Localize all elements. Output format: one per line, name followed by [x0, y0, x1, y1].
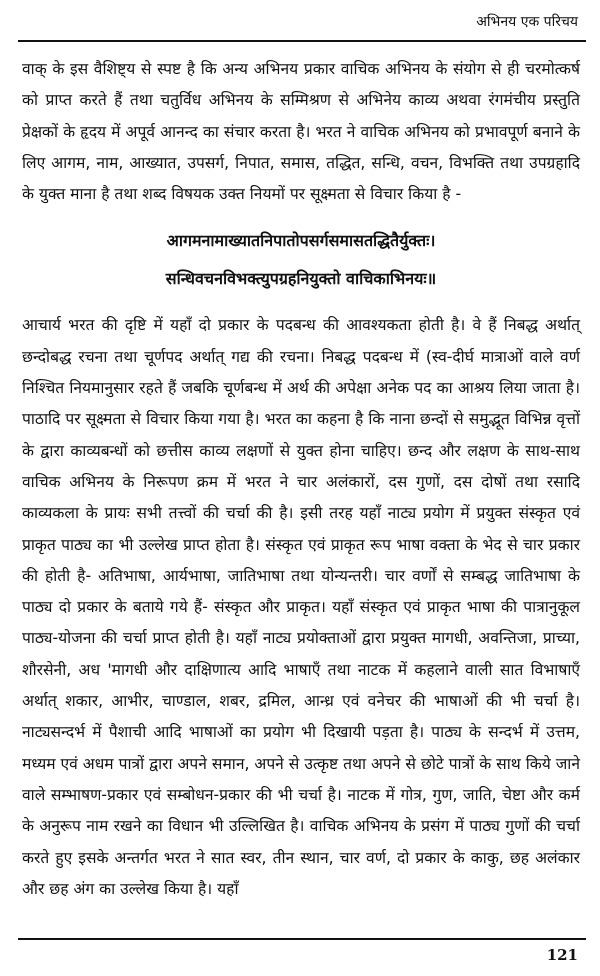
verse-line-1: आगमनामाख्यातनिपातोपसर्गसमासतद्धितैर्युक्तः।	[166, 231, 436, 251]
paragraph-main: आचार्य भरत की दृष्टि में यहाँ दो प्रकार के पदबन्ध की आवश्यकता होती है। वे हैं निबद्ध अर्थात् छन्दोबद्ध रचना तथा चूर्णपद अर्थात् गद्य की रचना। निबद्ध पदबन्ध में (स्व-दीर्घ मात्राओं वाले वर्ण निश्चित नियमानुसार रहते हैं जबकि चूर्णबन्ध में अर्थ की अपेक्षा अनेक पद का आश्रय लिया जाता है। पाठादि पर सूक्ष्मता से विचार किया गया है। भरत का कहना है कि नाना छन्दों से समुद्भूत विभिन्न वृत्तों के द्वारा काव्यबन्धों को छत्तीस काव्य लक्षणों से युक्त होना चाहिए। छन्द और लक्षण के साथ-साथ वाचिक अभिनय के निरूपण क्रम में भरत ने चार अलंकारों, दस गुणों, दस दोषों तथा रसादि काव्यकला के प्रायः सभी तत्त्वों की चर्चा की है। इसी तरह यहाँ नाट्य प्रयोग में प्रयुक्त संस्कृत एवं प्राकृत पाठ्य का भी उल्लेख प्राप्त होता है। संस्कृत एवं प्राकृत रूप भाषा वक्ता के भेद से चार प्रकार की होती है- अतिभाषा, आर्यभाषा, जातिभाषा तथा योन्यन्तरी। चार वर्णों से सम्बद्ध जातिभाषा के पाठ्य दो प्रकार के बताये गये हैं- संस्कृत और प्राकृत। यहाँ संस्कृत एवं प्राकृत भाषा की पात्रानुकूल पाठ्य-योजना की चर्चा प्राप्त होती है। यहाँ नाट्य प्रयोक्ताओं द्वारा प्रयुक्त मागधी, अवन्तिजा, प्राच्या, शौरसेनी, अध 'मागधी और दाक्षिणात्य आदि भाषाएँ तथा नाटक में कहलाने वाली सात विभाषाएँ अर्थात् शकार, आभीर, चाण्डाल, शबर, द्रमिल, आन्ध्र एवं वनेचर की भाषाओं की भी चर्चा है। नाट्यसन्दर्भ में पैशाची आदि भाषाओं का प्रयोग भी दिखायी पड़ता है। पाठ्य के सन्दर्भ में उत्तम, मध्यम एवं अधम पात्रों द्वारा अपने समान, अपने से उत्कृष्ट तथा अपने से छोटे पात्रों के साथ किये जाने वाले सम्भाषण-प्रकार एवं सम्बोधन-प्रकार की भी चर्चा है। नाटक में गोत्र, गुण, जाति, चेष्टा और कर्म के अनुरूप नाम रखने का विधान भी उल्लिखित है। वाचिक अभिनय के प्रसंग में पाठ्य गुणों की चर्चा करते हुए इसके अन्तर्गत भरत ने सात स्वर, तीन स्थान, चार वर्ण, दो प्रकार के काकु, छह अलंकार और छह अंग का उल्लेख किया है। यहाँ	[22, 316, 580, 898]
footer-divider	[18, 938, 586, 940]
header-divider	[18, 40, 586, 42]
sanskrit-verse	[22, 222, 580, 298]
running-header	[0, 0, 600, 40]
page-number: 121	[546, 946, 578, 964]
page-body	[22, 54, 580, 905]
verse-line-2: सन्धिवचनविभक्त्युपग्रहनियुक्तो वाचिकाभिनयः॥	[165, 269, 437, 289]
chapter-title: अभिनय एक परिचय	[476, 14, 578, 30]
paragraph-intro: वाक् के इस वैशिष्ट्य से स्पष्ट है कि अन्य अभिनय प्रकार वाचिक अभिनय के संयोग से ही चरमोत्कर्ष को प्राप्त करते हैं तथा चतुर्विध अभिनय के सम्मिश्रण से अभिनेय काव्य अथवा रंगमंचीय प्रस्तुति प्रेक्षकों के हृदय में अपूर्व आनन्द का संचार करता है। भरत ने वाचिक अभिनय को प्रभावपूर्ण बनाने के लिए आगम, नाम, आख्यात, उपसर्ग, निपात, समास, तद्धित, सन्धि, वचन, विभक्ति तथा उपग्रहादि के युक्त माना है तथा शब्द विषयक उक्त नियमों पर सूक्ष्मता से विचार किया है -	[22, 60, 580, 204]
